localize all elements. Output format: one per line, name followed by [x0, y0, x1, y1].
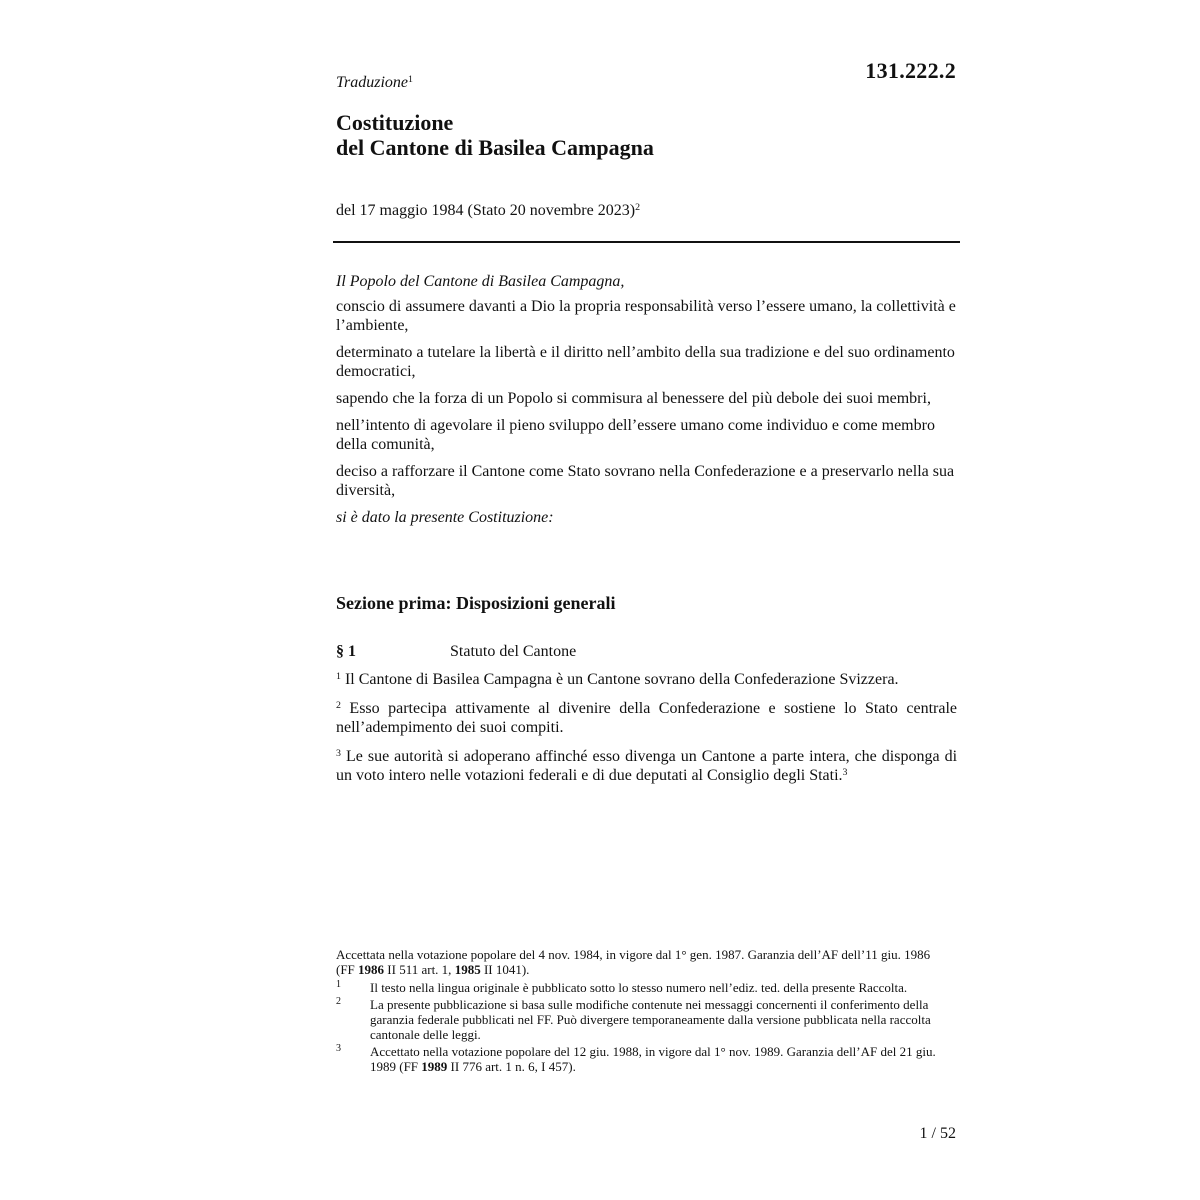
paragraph-number: 3 [336, 748, 341, 760]
footnote-text-bold: 1989 [421, 1059, 448, 1074]
preamble-clause: nell’intento di agevolare il pieno sviluppo dell’essere umano come individuo e come membro della comunità, [336, 417, 935, 453]
preamble-clause: sapendo che la forza di un Popolo si commisura al benessere del più debole dei suoi membri, [336, 390, 931, 407]
paragraph-text: Le sue autorità si adoperano affinché esso divenga un Cantone a parte intera, che disponga di un voto intero nelle votazioni federali e di due deputati al Consiglio degli Stati. [336, 748, 958, 784]
paragraph-text: Il Cantone di Basilea Campagna è un Cantone sovrano della Confederazione Svizzera. [344, 671, 899, 688]
article-body [336, 670, 957, 795]
article-number: § 1 [336, 643, 356, 660]
footnote-text: Il testo nella lingua originale è pubblicato sotto lo stesso numero nell’ediz. ted. della presente Raccolta. [370, 980, 908, 995]
page-number: 1 / 52 [919, 1125, 956, 1142]
footnotes [336, 947, 948, 1076]
footnote-text: La presente pubblicazione si basa sulle modifiche contenute nei messaggi concernenti il conferimento della garanzia federale pubblicati nel FF. Può divergere temporaneamente dalla versione pubblicata nella raccolta cantonale delle leggi. [370, 997, 931, 1042]
translation-label [336, 74, 413, 92]
paragraph-number: 2 [336, 700, 341, 712]
footnote-intro-text: Accettata nella votazione popolare del 4 nov. 1984, in vigore dal 1° gen. 1987. Garanzia dell’AF dell’11 giu. 1986 (FF [336, 947, 931, 977]
footnote-text [370, 1044, 936, 1074]
footnote-ref-3[interactable]: 3 [842, 767, 848, 779]
footnote-intro-text: II 1041). [480, 962, 530, 977]
section-heading: Sezione prima: Disposizioni generali [336, 593, 616, 613]
footnote-intro-text: II 511 art. 1, [384, 962, 455, 977]
translation-label-text: Traduzione [336, 74, 409, 91]
paragraph-text: Esso partecipa attivamente al divenire della Confederazione e sostiene lo Stato centrale nell’adempimento dei suoi compiti. [336, 700, 958, 736]
footnote-number: 1 [336, 979, 341, 990]
preamble-closing: si è dato la presente Costituzione: [336, 509, 554, 526]
preamble-clause: determinato a tutelare la libertà e il diritto nell’ambito della sua tradizione e del suo ordinamento democratici, [336, 344, 955, 380]
preamble-clause: deciso a rafforzare il Cantone come Stato sovrano nella Confederazione e a preservarlo nella sua diversità, [336, 463, 955, 499]
footnote-intro-bold: 1985 [454, 962, 481, 977]
paragraph-number: 1 [336, 671, 341, 683]
footnote-text-part: II 776 art. 1 n. 6, I 457). [447, 1059, 576, 1074]
document-number: 131.222.2 [865, 58, 956, 83]
footnote-text-part: Accettato nella votazione popolare del 12 giu. 1988, in vigore dal 1° nov. 1989. Garanzia dell’AF del 21 giu. 1989 (FF [370, 1044, 936, 1074]
title-line-1: Costituzione [336, 110, 454, 135]
header-divider [333, 241, 960, 243]
preamble-opening: Il Popolo del Cantone di Basilea Campagna, [336, 273, 625, 290]
footnote-number: 2 [336, 996, 341, 1007]
footnote-intro-bold: 1986 [358, 962, 385, 977]
document-title [336, 110, 654, 160]
footnote-item [336, 980, 948, 995]
footnote-ref-2[interactable]: 2 [635, 202, 641, 214]
footnote-item [336, 1044, 948, 1074]
preamble-clause: conscio di assumere davanti a Dio la propria responsabilità verso l’essere umano, la collettività e l’ambiente, [336, 298, 956, 334]
article-paragraph [336, 747, 957, 785]
footnote-number: 3 [336, 1043, 341, 1054]
footnote-intro [336, 947, 948, 977]
article-heading [336, 643, 958, 661]
footnote-ref-1[interactable]: 1 [408, 74, 413, 86]
title-line-2: del Cantone di Basilea Campagna [336, 135, 654, 160]
date-text: del 17 maggio 1984 (Stato 20 novembre 2023) [336, 202, 636, 219]
article-title: Statuto del Cantone [450, 643, 577, 660]
footnote-item [336, 997, 948, 1042]
article-paragraph [336, 699, 957, 737]
article-paragraph [336, 670, 957, 689]
document-date [336, 202, 640, 220]
preamble [336, 272, 958, 535]
